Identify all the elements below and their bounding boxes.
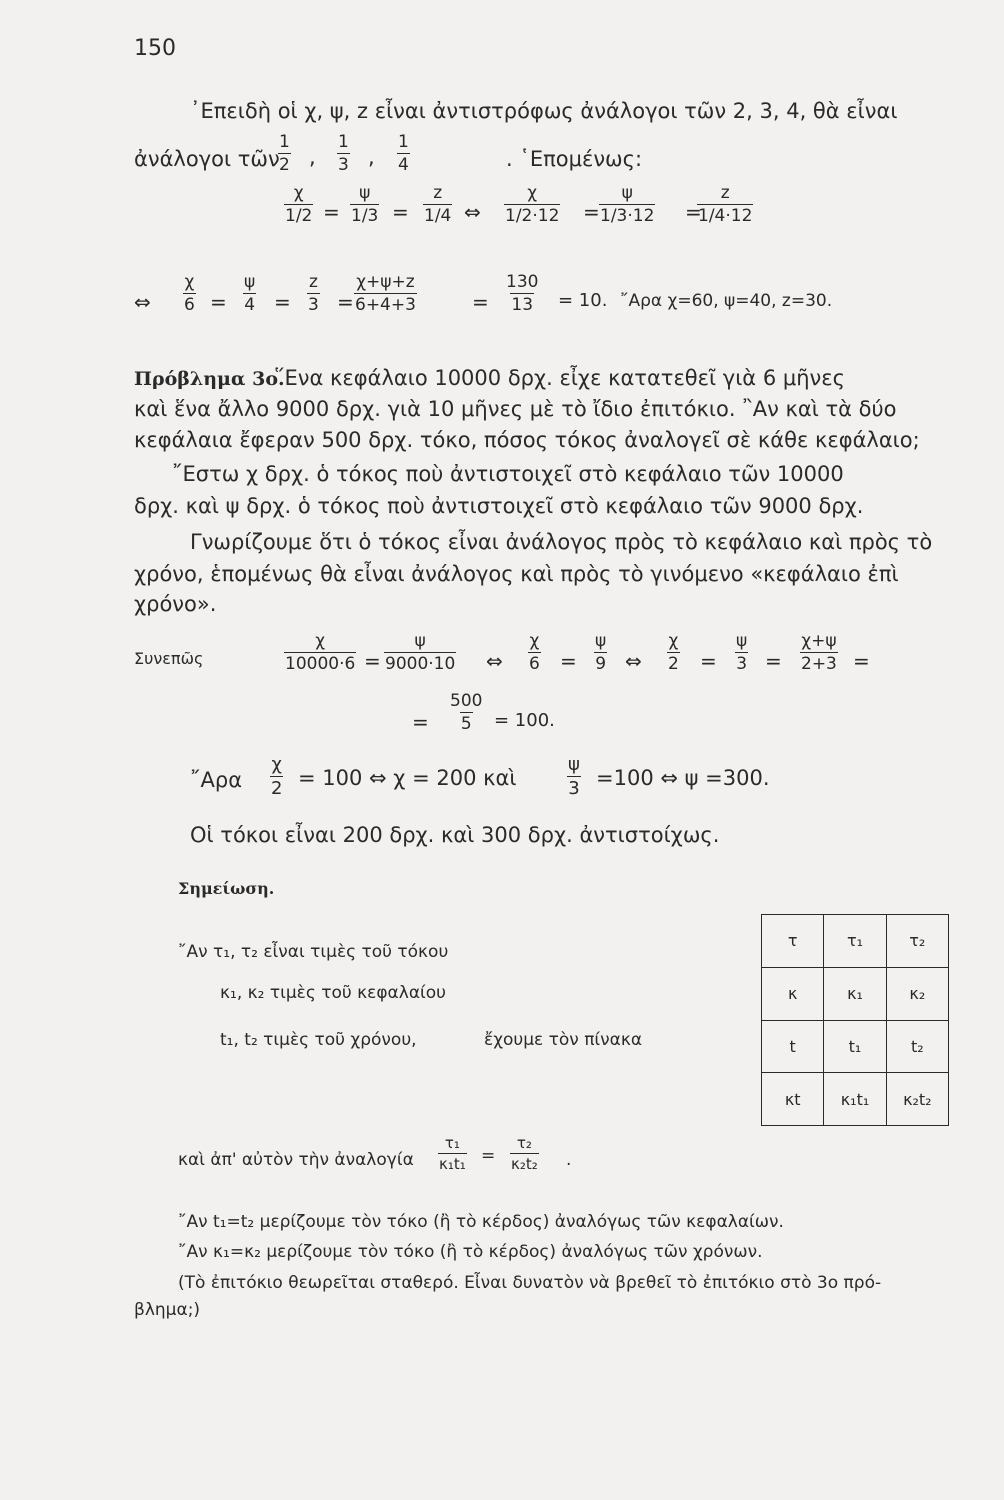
note-row: ῎Αν τ₁, τ₂ εἶναι τιμὲς τοῦ τόκου (178, 942, 449, 962)
intro-line-2: ἀνάλογοι τῶν (134, 147, 280, 171)
note-row: ἔχουμε τὸν πίνακα (484, 1030, 643, 1050)
eq1-frac: $\frac{\chi}{1/2}$ (285, 183, 313, 226)
eq3-label: Συνεπῶς (134, 649, 204, 668)
page-number: 150 (134, 36, 176, 61)
problem-title: Πρόβλημα 3ο. (134, 368, 285, 390)
problem-line: χρόνο». (134, 592, 217, 616)
problem-line: καὶ ἕνα ἄλλο 9000 δρχ. γιὰ 10 μῆνες μὲ τὸ ἴδιο ἐπιτόκιο. ῍Αν καὶ τὰ δύο (134, 397, 897, 421)
eq2-frac: $\frac{130}{13}$ (506, 272, 539, 315)
eq3-frac: $\frac{\psi}{9000\cdot 10}$ (385, 631, 456, 674)
eq3-frac: $\frac{\chi}{2}$ (668, 631, 679, 674)
proportion-frac: $\frac{\text{τ₂}}{\text{κ₂t₂}}$ (511, 1134, 538, 1173)
eq2-answer: ῎Αρα χ=60, ψ=40, z=30. (620, 291, 833, 311)
eq2-frac: $\frac{\psi}{4}$ (244, 272, 256, 315)
eq1-frac: $\frac{\chi}{1/2\cdot 12}$ (505, 183, 560, 226)
note-row: t₁, t₂ τιμὲς τοῦ χρόνου, (220, 1030, 417, 1050)
problem-line: κεφάλαια ἔφεραν 500 δρχ. τόκο, πόσος τόκος ἀναλογεῖ σὲ κάθε κεφάλαιο; (134, 428, 920, 452)
eq1-frac: $\frac{z}{1/4\cdot 12}$ (698, 183, 753, 226)
eq2-frac: $\frac{\chi+\psi+z}{6+4+3}$ (355, 272, 416, 315)
eq3-frac: $\frac{\chi}{6}$ (529, 631, 540, 674)
note-line: ῎Αν t₁=t₂ μερίζουμε τὸν τόκο (ἢ τὸ κέρδος) ἀναλόγως τῶν κεφαλαίων. (178, 1212, 784, 1232)
table-row: κ κ₁ κ₂ (762, 967, 949, 1020)
eq2-frac: $\frac{z}{3}$ (308, 272, 319, 315)
problem-line: ῞Ενα κεφάλαιο 10000 δρχ. εἶχε κατατεθεῖ γιὰ 6 μῆνες (274, 366, 845, 390)
eq3-frac: $\frac{\chi+\psi}{2+3}$ (801, 631, 837, 674)
answer-ara: ῎Αρα (190, 768, 243, 792)
table-row: t t₁ t₂ (762, 1020, 949, 1073)
problem-line: ῎Εστω χ δρχ. ὁ τόκος ποὺ ἀντιστοιχεῖ στὸ κεφάλαιο τῶν 10000 (172, 462, 844, 486)
eq1-frac: $\frac{\psi}{1/3}$ (351, 183, 379, 226)
proportion-text: καὶ ἀπ' αὐτὸν τὴν ἀναλογία (178, 1150, 414, 1170)
note-row: κ₁, κ₂ τιμὲς τοῦ κεφαλαίου (220, 983, 447, 1003)
note-title: Σημείωση. (178, 879, 275, 898)
eq3-frac: $\frac{500}{5}$ (450, 691, 483, 734)
eq2-result: = 10. (558, 290, 608, 311)
proportion-frac: $\frac{\text{τ₁}}{\text{κ₁t₁}}$ (439, 1134, 466, 1173)
eq3-frac: $\frac{\psi}{9}$ (595, 631, 607, 674)
problem-line: δρχ. καὶ ψ δρχ. ὁ τόκος ποὺ ἀντιστοιχεῖ στὸ κεφάλαιο τῶν 9000 δρχ. (134, 494, 864, 518)
table-row: τ τ₁ τ₂ (762, 915, 949, 968)
table-row: κt κ₁t₁ κ₂t₂ (762, 1073, 949, 1126)
eq3-frac: $\frac{\psi}{3}$ (736, 631, 748, 674)
values-table (761, 914, 949, 1126)
answer-frac: $\frac{\psi}{3}$ (568, 754, 580, 799)
intro-frac: $\frac{1}{4}$ (398, 132, 409, 175)
intro-line-1: ᾿Επειδὴ οἱ χ, ψ, z εἶναι ἀντιστρόφως ἀνάλογοι τῶν 2, 3, 4, θὰ εἶναι (190, 99, 898, 123)
problem-line: χρόνο, ἑπομένως θὰ εἶναι ἀνάλογος καὶ πρὸς τὸ γινόμενο «κεφάλαιο ἐπὶ (134, 562, 899, 586)
eq3-frac: $\frac{\chi}{10000\cdot 6}$ (285, 631, 356, 674)
answer-mid-2: =100 ⇔ ψ =300. (596, 766, 770, 790)
answer-frac: $\frac{\chi}{2}$ (271, 754, 283, 799)
eq2-frac: $\frac{\chi}{6}$ (184, 272, 195, 315)
answer-mid-1: = 100 ⇔ χ = 200 καὶ (298, 766, 517, 790)
note-line: (Τὸ ἐπιτόκιο θεωρεῖται σταθερό. Εἶναι δυνατὸν νὰ βρεθεῖ τὸ ἐπιτόκιο στὸ 3ο πρό- (178, 1273, 882, 1293)
intro-frac: $\frac{1}{2}$ (279, 132, 290, 175)
eq3-result: = 100. (494, 710, 555, 731)
eq1-frac: $\frac{\psi}{1/3\cdot 12}$ (600, 183, 655, 226)
answer-line: Οἱ τόκοι εἶναι 200 δρχ. καὶ 300 δρχ. ἀντιστοίχως. (190, 823, 720, 847)
problem-line: Γνωρίζουμε ὅτι ὁ τόκος εἶναι ἀνάλογος πρὸς τὸ κεφάλαιο καὶ πρὸς τὸ (190, 530, 933, 554)
eq1-frac: $\frac{z}{1/4}$ (424, 183, 452, 226)
note-line: ῎Αν κ₁=κ₂ μερίζουμε τὸν τόκο (ἢ τὸ κέρδος) ἀναλόγως τῶν χρόνων. (178, 1242, 763, 1262)
intro-frac: $\frac{1}{3}$ (338, 132, 349, 175)
intro-line-2-end: . ῾Επομένως: (506, 147, 643, 171)
note-line: βλημα;) (134, 1300, 201, 1320)
